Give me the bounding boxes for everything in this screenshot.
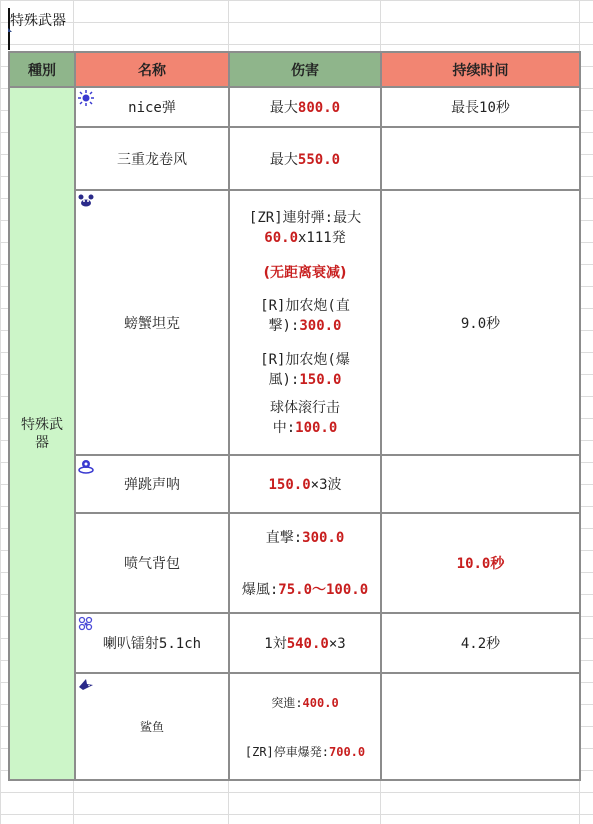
name-cell[interactable] [75,613,229,673]
damage-cell[interactable] [229,455,381,513]
damage-line [240,350,370,390]
table-row [9,513,580,613]
header-row [9,52,580,87]
damage-suffix: x111発 [298,229,346,246]
damage-value: 75.0～100.0 [278,582,369,598]
sheet-title: 特殊武器 [10,13,66,29]
damage-cell[interactable] [229,513,381,613]
damage-line [234,694,376,711]
table-row [9,673,580,780]
damage-prefix: 球体滚行击中: [270,399,340,436]
damage-line [234,527,376,547]
header-name[interactable]: 名称 [75,52,229,87]
weapon-name: 喇叭镭射5.1ch [102,636,202,652]
duration-cell[interactable] [381,127,580,190]
damage-cell[interactable] [229,613,381,673]
damage-value: 150.0 [268,477,311,493]
category-cell[interactable]: 特殊武器 [9,87,75,780]
damage-prefix: 最大 [269,100,298,116]
weapon-name: nice弹 [128,100,176,116]
weapon-name: 喷气背包 [124,556,180,572]
sonar-icon [78,458,94,474]
damage-value: 550.0 [297,151,341,168]
damage-cell[interactable] [229,190,381,455]
duration-cell[interactable] [381,613,580,673]
duration-value: 10.0秒 [456,556,505,572]
damage-prefix: 直撃: [265,530,303,546]
damage-value: 300.0 [302,530,345,546]
weapon-name: 螃蟹坦克 [124,315,180,332]
table-row [9,190,580,455]
damage-note: (无距离衰减) [263,264,347,281]
header-type[interactable]: 種別 [9,52,75,87]
damage-line [240,398,370,438]
name-cell[interactable] [75,673,229,780]
duration-value: 9.0秒 [460,315,501,332]
damage-cell[interactable] [229,127,381,190]
damage-prefix: [R]加农炮(爆風): [260,351,350,388]
damage-prefix: 爆風: [241,582,279,598]
table-row [9,613,580,673]
header-duration[interactable]: 持续时间 [381,52,580,87]
damage-cell[interactable] [229,87,381,127]
weapon-name: 弹跳声呐 [124,477,180,493]
damage-line [234,579,376,599]
damage-prefix: 最大 [269,151,298,168]
header-damage[interactable]: 伤害 [229,52,381,87]
damage-value: 800.0 [297,100,341,116]
duration-cell[interactable] [381,673,580,780]
name-cell[interactable] [75,127,229,190]
damage-value: 100.0 [295,419,338,436]
damage-prefix: [ZR]連射弾:最大 [248,209,362,226]
damage-line [240,208,370,248]
damage-value: 150.0 [299,371,342,388]
damage-value: 540.0 [286,636,329,652]
table-row [9,87,580,127]
comment-indicator-icon [8,28,12,32]
damage-value: 700.0 [329,744,366,759]
crab-tank-icon [78,193,94,209]
damage-value: 400.0 [302,695,339,710]
duration-value: 4.2秒 [460,636,501,652]
name-cell[interactable] [75,190,229,455]
damage-prefix: 突進: [271,695,303,710]
damage-prefix: 1対 [264,636,287,652]
name-cell[interactable] [75,513,229,613]
duration-cell[interactable] [381,190,580,455]
duration-cell[interactable] [381,513,580,613]
damage-suffix: ×3波 [310,477,342,493]
weapon-table [8,51,581,781]
damage-line [240,296,370,336]
splash-burst-icon [78,90,94,106]
duration-cell[interactable] [381,455,580,513]
duration-value: 最長10秒 [451,100,510,116]
weapon-name: 三重龙卷风 [117,151,187,168]
damage-prefix: [ZR]停車爆発: [244,744,329,759]
speaker-icon [78,616,94,632]
name-cell[interactable] [75,87,229,127]
damage-line [234,743,376,760]
damage-cell[interactable] [229,673,381,780]
damage-value: 60.0 [264,229,298,246]
shark-icon [78,676,94,692]
table-row [9,127,580,190]
damage-prefix: [R]加农炮(直撃): [260,297,350,334]
name-cell[interactable] [75,455,229,513]
weapon-name: 鲨鱼 [139,720,164,734]
table-row [9,455,580,513]
damage-suffix: ×3 [328,636,346,652]
duration-cell[interactable] [381,87,580,127]
damage-value: 300.0 [299,317,342,334]
